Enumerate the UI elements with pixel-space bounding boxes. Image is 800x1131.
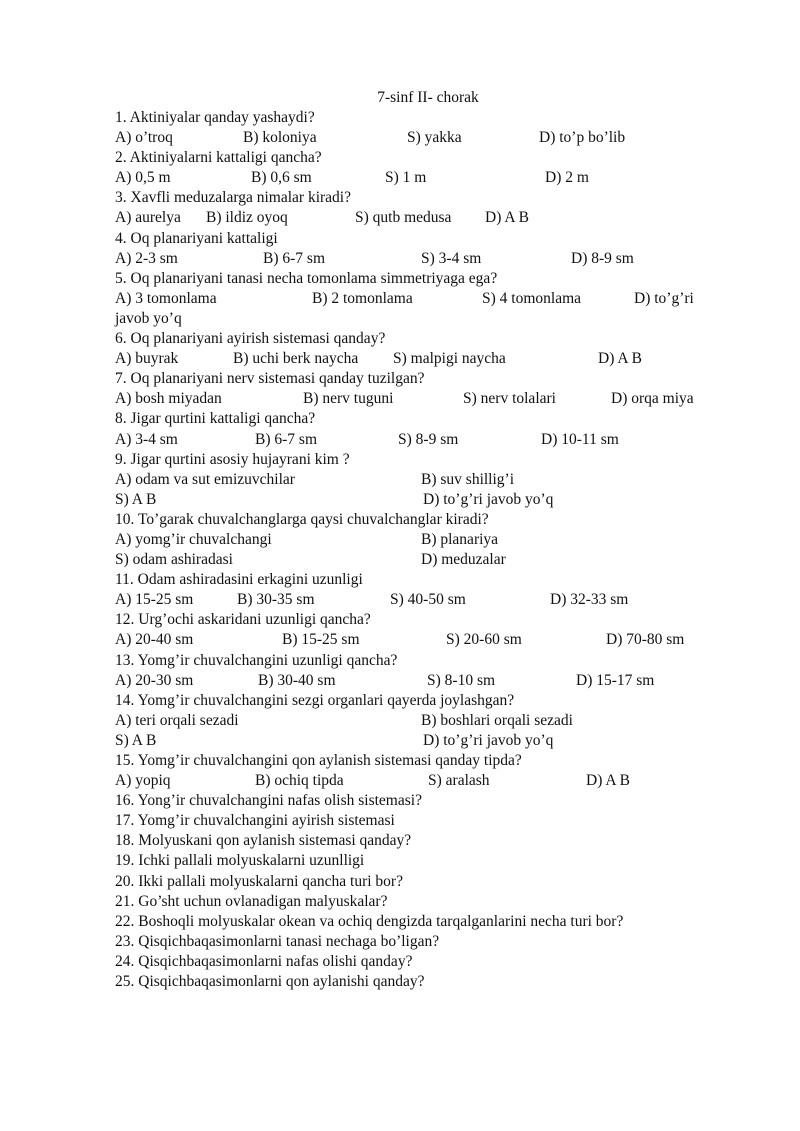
question-text: 23. Qisqichbaqasimonlarni tanasi nechaga bo’ligan? [115,932,440,950]
answer-option: B) 6-7 sm [255,430,317,448]
answer-options-row [115,289,755,309]
answer-option: B) uchi berk naycha [233,350,359,368]
question-text: 21. Go’sht uchun ovlanadigan malyuskalar? [115,892,388,910]
question-text: 7. Oq planariyani nerv sistemasi qanday tuzilgan? [115,370,425,388]
answer-option: A) teri orqali sezadi [115,711,239,729]
question-text: 13. Yomg’ir chuvalchangini uzunligi qancha? [115,651,398,669]
answer-option: S) 3-4 sm [421,249,482,267]
question-line [115,450,755,470]
answer-options-row [115,470,755,490]
answer-option: D) 70-80 sm [606,631,685,649]
answer-option: A) o’troq [115,129,173,147]
question-line [115,691,755,711]
question-line [115,751,755,771]
question-line [115,610,755,630]
answer-option: S) A B [115,490,157,508]
page-title: 7-sinf II- chorak [377,89,479,106]
question-line [115,148,755,168]
answer-option: B) 15-25 sm [282,631,360,649]
question-line [115,892,755,912]
answer-option: B) ildiz oyoq [206,209,288,227]
answer-option: S) malpigi naycha [393,350,506,368]
question-text: 17. Yomg’ir chuvalchangini ayirish sistemasi [115,812,395,830]
question-line [115,108,755,128]
answer-option: D) to’p bo’lib [539,129,626,147]
question-text: 20. Ikki pallali molyuskalarni qancha turi bor? [115,872,403,890]
answer-options-row [115,349,755,369]
answer-option: A) buyrak [115,350,179,368]
answer-options-row [115,128,755,148]
question-line [115,912,755,932]
question-line [115,872,755,892]
question-text: 10. To’garak chuvalchanglarga qaysi chuvalchanglar kiradi? [115,510,489,528]
question-line [115,510,755,530]
question-text: 1. Aktiniyalar qanday yashaydi? [115,109,315,126]
answer-options-row [115,550,755,570]
question-line [115,188,755,208]
question-text: 2. Aktiniyalarni kattaligi qancha? [115,149,322,167]
answer-option: B) nerv tuguni [303,390,394,408]
answer-option: D) A B [485,209,529,227]
question-text: 6. Oq planariyani ayirish sistemasi qanday? [115,330,386,348]
answer-option: B) ochiq tipda [255,772,344,790]
answer-options-row [115,490,755,510]
answer-option: A) aurelya [115,209,181,227]
answer-option: A) 3-4 sm [115,430,178,448]
answer-option: D) 2 m [545,169,589,187]
answer-option: S) aralash [428,772,490,790]
question-line [115,229,755,249]
answer-options-row [115,731,755,751]
answer-option: D) 32-33 sm [550,591,629,609]
answer-options-row [115,530,755,550]
answer-options-row [115,671,755,691]
question-line [115,932,755,952]
question-text: 3. Xavfli meduzalarga nimalar kiradi? [115,189,351,207]
answer-option: B) suv shillig’i [421,470,515,488]
answer-option: B) 0,6 sm [251,169,312,187]
answer-option: S) nerv tolalari [463,390,556,408]
answer-option: A) yopiq [115,772,171,790]
answer-option: D) A B [598,350,642,368]
question-line [115,972,755,992]
question-text: 16. Yong’ir chuvalchangini nafas olish sistemasi? [115,792,422,810]
answer-option: B) 30-35 sm [237,591,315,609]
question-line [115,651,755,671]
answer-option: D) to’g’ri [634,289,694,307]
answer-option: S) 8-10 sm [427,671,496,689]
question-text: 11. Odam ashiradasini erkagini uzunligi [115,571,363,589]
answer-option: A) 3 tomonlama [115,289,217,307]
answer-options-row [115,389,755,409]
question-text: 18. Molyuskani qon aylanish sistemasi qanday? [115,832,412,850]
answer-option: A) 15-25 sm [115,591,194,609]
question-line [115,831,755,851]
answer-option: D) orqa miya [611,390,694,408]
answer-option: D) 15-17 sm [576,671,655,689]
answer-option: D) A B [586,772,630,790]
answer-option: A) odam va sut emizuvchilar [115,470,295,488]
question-line [115,811,755,831]
answer-option: A) 20-30 sm [115,671,194,689]
answer-option: S) 4 tomonlama [482,289,582,307]
answer-option: A) 2-3 sm [115,249,178,267]
answer-option: B) 30-40 sm [258,671,336,689]
answer-option: S) yakka [407,129,462,147]
answer-option: A) yomg’ir chuvalchangi [115,530,272,548]
question-line [115,369,755,389]
answer-option: A) 20-40 sm [115,631,194,649]
answer-option: S) odam ashiradasi [115,551,233,569]
answer-option: D) to’g’ri javob yo’q [423,731,554,749]
question-text: 8. Jigar qurtini kattaligi qancha? [115,410,316,428]
question-line [115,791,755,811]
question-text: 25. Qisqichbaqasimonlarni qon aylanishi qanday? [115,973,425,991]
answer-option: S) 40-50 sm [390,591,466,609]
answer-option: A) bosh miyadan [115,390,222,408]
answer-option: B) planariya [421,530,499,548]
answer-option: B) 6-7 sm [263,249,325,267]
question-text: 9. Jigar qurtini asosiy hujayrani kim ? [115,450,350,468]
answer-option: S) A B [115,731,157,749]
answer-options-row [115,771,755,791]
answer-option: B) boshlari orqali sezadi [421,711,573,729]
answer-options-row [115,208,755,228]
question-text: 12. Urg’ochi askaridani uzunligi qancha? [115,611,371,629]
answer-option: D) meduzalar [421,551,506,569]
question-text: 24. Qisqichbaqasimonlarni nafas olishi qanday? [115,952,413,970]
answer-option: D) to’g’ri javob yo’q [423,490,554,508]
answer-options-row [115,630,755,650]
question-line [115,269,755,289]
answer-option: S) qutb medusa [355,209,452,227]
answer-option: S) 8-9 sm [398,430,459,448]
answer-option: A) 0,5 m [115,169,171,187]
answer-option: S) 20-60 sm [446,631,522,649]
answer-options-row [115,590,755,610]
question-text: 19. Ichki pallali molyuskalarni uzunlligi [115,852,365,870]
answer-option: D) 8-9 sm [571,249,634,267]
question-list [115,108,755,992]
question-line [115,851,755,871]
question-text: 22. Boshoqli molyuskalar okean va ochiq dengizda tarqalganlarini necha turi bor? [115,912,624,930]
answer-option: D) 10-11 sm [541,430,619,448]
question-text: javob yo’q [115,309,182,327]
answer-options-row [115,430,755,450]
answer-option: B) 2 tomonlama [312,289,413,307]
question-text: 14. Yomg’ir chuvalchangini sezgi organlari qayerda joylashgan? [115,691,515,709]
question-text: 15. Yomg’ir chuvalchangini qon aylanish sistemasi qanday tipda? [115,752,522,769]
question-text: 4. Oq planariyani kattaligi [115,229,278,247]
question-line [115,329,755,349]
answer-options-row [115,249,755,269]
answer-option: B) koloniya [243,129,317,147]
question-line [115,309,755,329]
answer-options-row [115,711,755,731]
answer-option: S) 1 m [385,169,427,187]
question-line [115,952,755,972]
question-text: 5. Oq planariyani tanasi necha tomonlama simmetriyaga ega? [115,269,498,287]
question-line [115,570,755,590]
answer-options-row [115,168,755,188]
question-line [115,409,755,429]
